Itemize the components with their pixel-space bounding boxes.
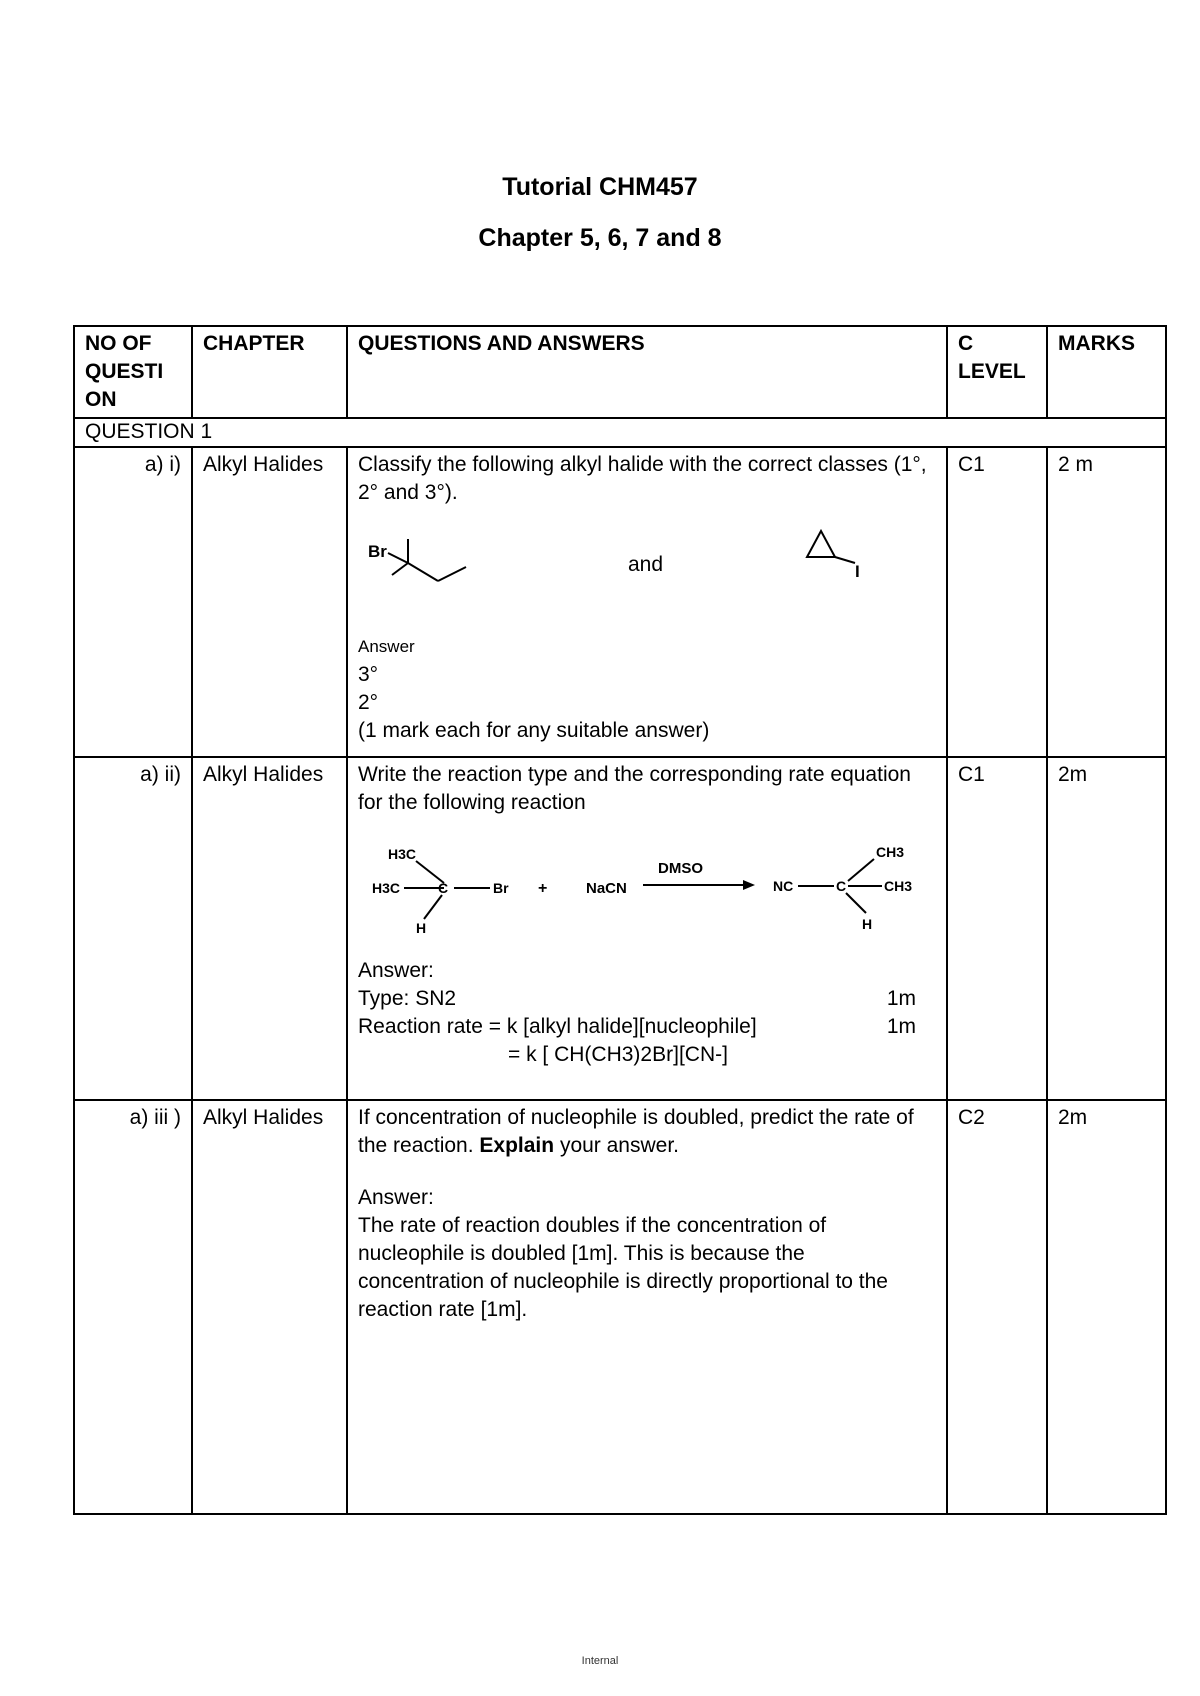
structures [358,521,936,631]
question-number: a) i) [74,447,192,757]
answer-type-mark: 1m [886,987,916,1010]
tertiary-bromide-structure [368,529,478,599]
header-row [74,326,1166,418]
reaction-scheme [358,833,936,953]
answer-rate-mark: 1m [886,1015,916,1038]
question-text: Classify the following alkyl halide with the correct classes (1°, 2° and 3°). [358,453,927,504]
svg-text:Br: Br [493,880,509,896]
clevel-cell: C1 [947,447,1047,757]
clevel-cell: C2 [947,1100,1047,1514]
iodocyclopropane-structure [803,527,883,587]
header-questions: QUESTIONS AND ANSWERS [347,326,947,418]
condition-label: DMSO [658,860,703,877]
chapter-cell: Alkyl Halides [192,1100,347,1514]
clevel-cell: C1 [947,757,1047,1100]
question-text-post: your answer. [554,1134,680,1157]
document-subtitle: Chapter 5, 6, 7 and 8 [478,224,722,252]
answer-line: 3° [358,663,379,686]
section-row [74,418,1166,447]
answer-line: 2° [358,691,379,714]
question-cell [347,757,947,1100]
svg-text:C: C [836,878,847,894]
question-number: a) iii ) [74,1100,192,1514]
header-no: NO OF QUESTI ON [74,326,192,418]
table-row [74,757,1166,1100]
question-text-pre: If concentration of nucleophile is doubled, predict the rate of the reaction. [358,1106,914,1157]
svg-text:+: + [538,880,548,897]
marks-cell: 2m [1047,757,1166,1100]
svg-text:H: H [416,920,427,936]
question-cell [347,1100,947,1514]
tutorial-table [73,325,1167,1515]
answer-text: The rate of reaction doubles if the concentration of nucleophile is doubled [1m]. This is because the concentration of nucleophile is directly proportional to the reaction rate [1m]. [358,1214,888,1321]
marks-cell: 2m [1047,1100,1166,1514]
svg-text:NC: NC [773,878,794,894]
reagent-label: NaCN [586,880,627,897]
svg-text:H: H [862,916,873,932]
document-title: Tutorial CHM457 [502,173,698,201]
answer-rate-expanded: = k [ CH(CH3)2Br][CN-] [508,1043,728,1066]
header-marks: MARKS [1047,326,1166,418]
answer-rate-line [358,1013,936,1041]
header-clevel: C LEVEL [947,326,1047,418]
marks-cell: 2 m [1047,447,1166,757]
chapter-cell: Alkyl Halides [192,447,347,757]
answer-type-line [358,985,936,1013]
svg-text:H3C: H3C [388,846,417,862]
table-row [74,447,1166,757]
chapter-cell: Alkyl Halides [192,757,347,1100]
question-number: a) ii) [74,757,192,1100]
question-text-bold: Explain [479,1134,555,1157]
answer-label: Answer: [358,1186,434,1209]
svg-text:C: C [438,880,449,896]
answer-line: (1 mark each for any suitable answer) [358,719,710,742]
svg-text:Br: Br [368,542,387,561]
question-text [358,1104,936,1160]
answer-label: Answer [358,637,415,656]
svg-text:CH3: CH3 [884,878,913,894]
answer-label: Answer: [358,959,434,982]
section-label: QUESTION 1 [74,418,1166,447]
answer-type: Type: SN2 [358,987,457,1010]
svg-text:CH3: CH3 [876,844,905,860]
footer-label: Internal [581,1655,619,1667]
answer-rate: Reaction rate = k [alkyl halide][nucleophile] [358,1015,757,1038]
question-cell [347,447,947,757]
header-chapter: CHAPTER [192,326,347,418]
svg-text:H3C: H3C [372,880,401,896]
table-row [74,1100,1166,1514]
reaction-svg [358,833,938,953]
and-text: and [628,553,664,576]
svg-text:I: I [855,562,860,581]
question-text: Write the reaction type and the corresponding rate equation for the following reaction [358,763,911,814]
